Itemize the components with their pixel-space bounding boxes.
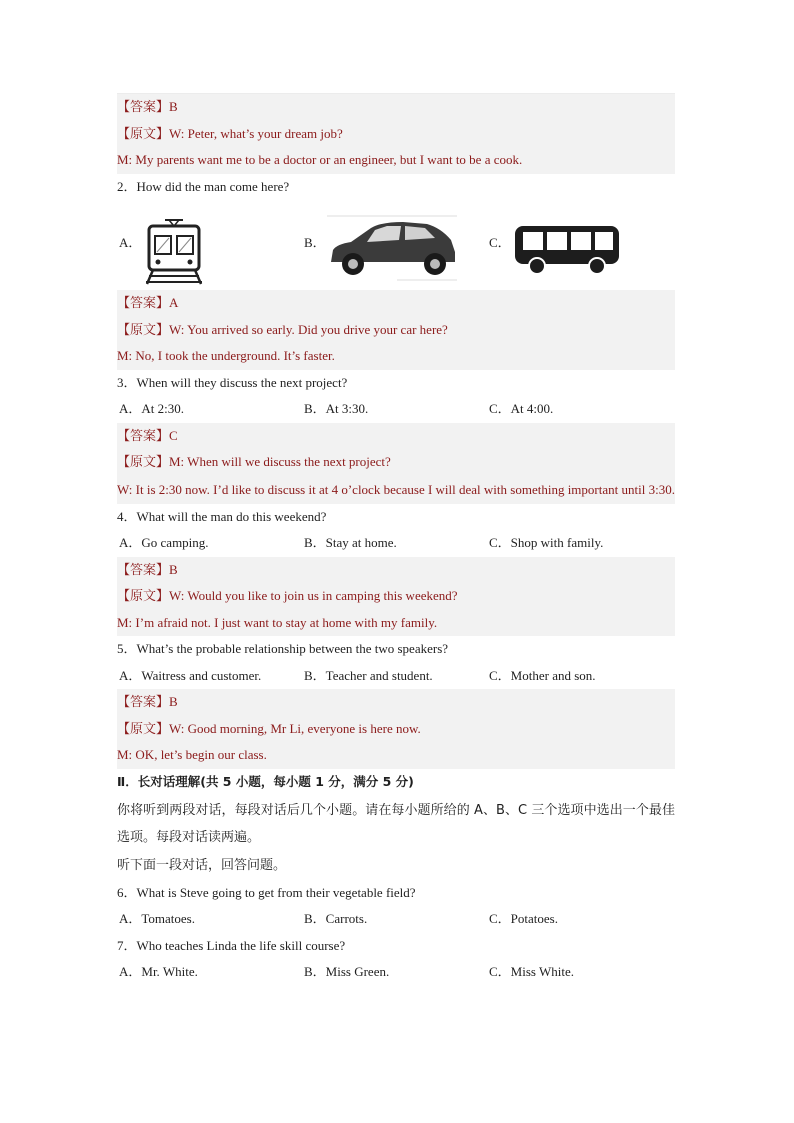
script-line-q3-m	[117, 449, 675, 476]
script-line-q5-m	[117, 742, 675, 769]
script-line-q2-m	[117, 343, 675, 370]
question-4: 4．What will the man do this weekend?	[117, 508, 327, 524]
option-c: C．At 4:00.	[489, 401, 554, 416]
answer-text: 【答案】A	[117, 295, 179, 310]
option-b: B．Miss Green.	[304, 964, 390, 979]
answer-text: 【答案】B	[117, 694, 178, 709]
answer-line-q2	[117, 290, 675, 317]
script-text: M: No, I took the underground. It’s faster.	[117, 348, 335, 363]
option-b-label: B．	[304, 235, 326, 250]
train-icon	[143, 218, 205, 286]
option-a: A．Mr. White.	[119, 964, 198, 979]
options-q7	[117, 959, 675, 986]
listen-instruction: 听下面一段对话，回答问题。	[117, 858, 287, 873]
answer-line-q3	[117, 423, 675, 450]
answer-line-q1	[117, 93, 675, 121]
options-q6	[117, 906, 675, 933]
car-icon	[327, 214, 459, 284]
answer-text: 【答案】B	[117, 561, 178, 577]
answer-text: 【答案】B	[117, 99, 178, 114]
question-5: 5．What’s the probable relationship between the two speakers?	[117, 641, 449, 656]
option-c: C．Mother and son.	[489, 667, 596, 683]
script-line-q5-w	[117, 716, 675, 743]
answer-line-q4	[117, 557, 675, 584]
option-b: B．Teacher and student.	[304, 667, 433, 683]
script-line-q4-m	[117, 610, 675, 637]
script-text: M: My parents want me to be a doctor or an engineer, but I want to be a cook.	[117, 152, 523, 167]
script-line-q1-m	[117, 147, 675, 174]
picture-options-q2	[117, 200, 675, 290]
question-3: 3．When will they discuss the next project?	[117, 374, 348, 390]
option-c-label: C．	[489, 235, 511, 250]
exam-page	[117, 93, 675, 986]
question-2: 2．How did the man come here?	[117, 178, 290, 194]
option-a: A．Go camping.	[119, 535, 209, 550]
option-a: A．At 2:30.	[119, 401, 185, 416]
script-text: 【原文】W: Would you like to join us in camping this weekend?	[117, 588, 458, 603]
answer-text: 【答案】C	[117, 427, 178, 443]
script-line-q3-w: W: It is 2:30 now. I’d like to discuss it at 4 o’clock because I will deal with something important until 3:30.	[117, 476, 675, 504]
option-c: C．Shop with family.	[489, 535, 604, 550]
options-q3	[117, 396, 675, 423]
option-a: A．Waitress and customer.	[119, 667, 262, 683]
section-instruction: 你将听到两段对话，每段对话后几个小题。请在每小题所给的 A、B、C 三个选项中选出一个最佳选项。每段对话读两遍。	[117, 803, 675, 845]
bus-icon	[513, 220, 625, 280]
option-b: B．Stay at home.	[304, 535, 397, 550]
question-7: 7．Who teaches Linda the life skill course?	[117, 937, 346, 953]
option-c: C．Potatoes.	[489, 911, 558, 926]
option-a-label: A．	[119, 235, 142, 250]
answer-line-q5	[117, 689, 675, 716]
script-text: 【原文】W: Good morning, Mr Li, everyone is here now.	[117, 720, 421, 736]
options-q5	[117, 663, 675, 690]
script-text: M: I’m afraid not. I just want to stay at home with my family.	[117, 614, 438, 630]
section-title: Ⅱ．长对话理解(共 5 小题，每小题 1 分，满分 5 分)	[117, 773, 414, 789]
options-q4	[117, 530, 675, 557]
script-line-q2-w	[117, 317, 675, 344]
option-b: B．Carrots.	[304, 911, 368, 926]
option-a: A．Tomatoes.	[119, 911, 195, 926]
question-6: 6．What is Steve going to get from their vegetable field?	[117, 884, 416, 900]
script-text: 【原文】W: Peter, what’s your dream job?	[117, 125, 343, 141]
script-text: 【原文】M: When will we discuss the next project?	[117, 454, 391, 469]
option-b: B．At 3:30.	[304, 401, 369, 416]
option-c: C．Miss White.	[489, 964, 574, 979]
script-text: M: OK, let’s begin our class.	[117, 747, 267, 762]
script-line-q1-w	[117, 121, 675, 148]
script-text: 【原文】W: You arrived so early. Did you drive your car here?	[117, 321, 448, 337]
script-line-q4-w	[117, 583, 675, 610]
